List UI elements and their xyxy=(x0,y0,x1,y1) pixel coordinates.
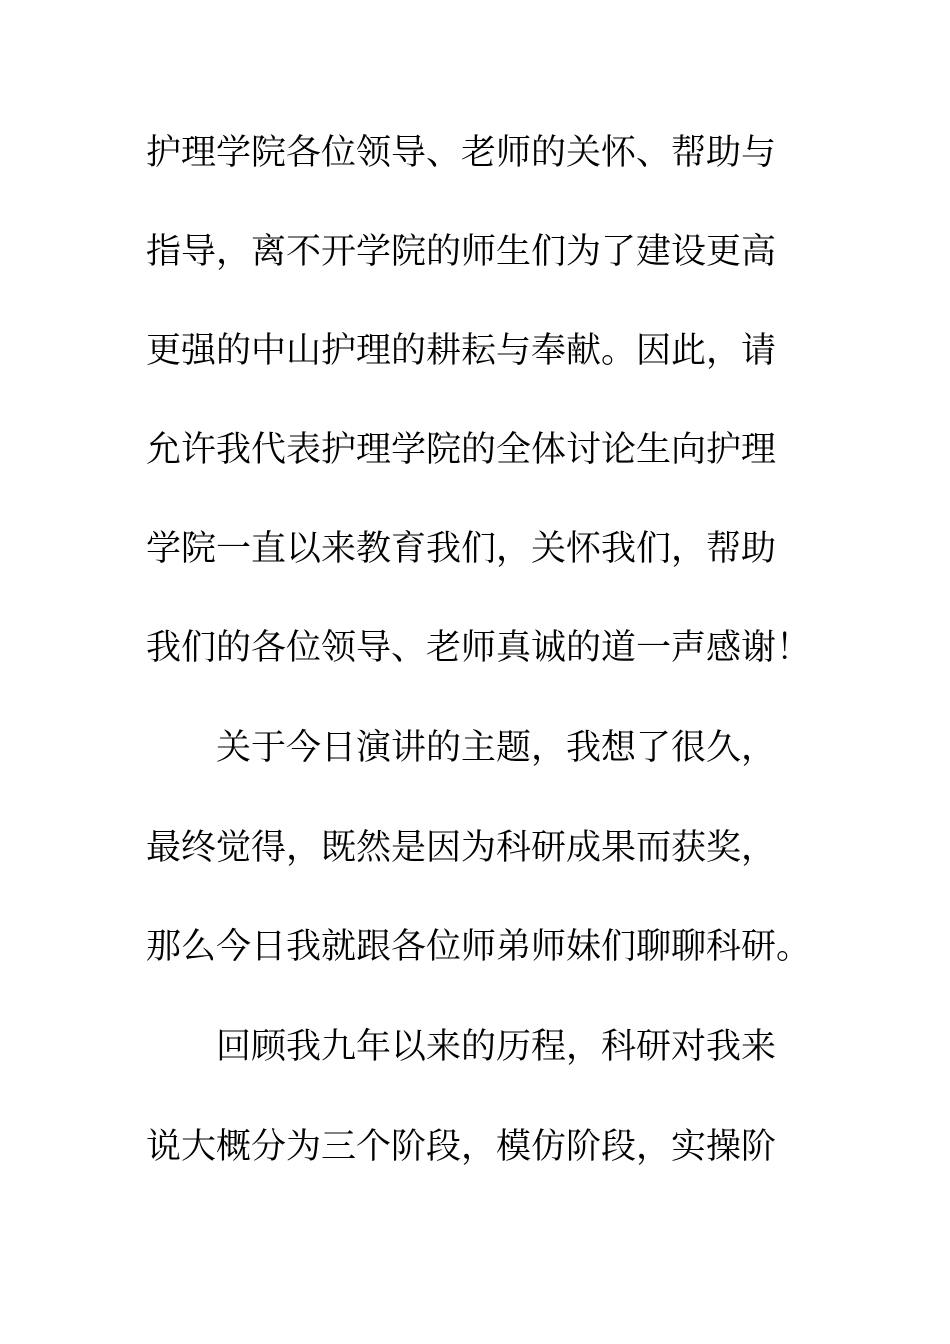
text-line-5: 学院一直以来教育我们，关怀我们，帮助 xyxy=(146,529,777,569)
text-line-3: 更强的中山护理的耕耘与奉献。因此，请 xyxy=(146,331,777,371)
text-line-9: 那么今日我就跟各位师弟师妹们聊聊科研。 xyxy=(146,927,812,967)
text-line-2: 指导，离不开学院的师生们为了建设更高 xyxy=(146,232,777,272)
text-line-8: 最终觉得，既然是因为科研成果而获奖， xyxy=(146,828,777,868)
text-line-4: 允许我代表护理学院的全体讨论生向护理 xyxy=(146,430,777,470)
paragraph-start-line-10: 回顾我九年以来的历程，科研对我来 xyxy=(216,1027,777,1067)
paragraph-start-line-7: 关于今日演讲的主题，我想了很久， xyxy=(216,728,777,768)
text-line-1: 护理学院各位领导、老师的关怀、帮助与 xyxy=(146,133,777,173)
text-line-6: 我们的各位领导、老师真诚的道一声感谢！ xyxy=(146,628,812,668)
text-line-11: 说大概分为三个阶段，模仿阶段，实操阶 xyxy=(146,1127,777,1167)
